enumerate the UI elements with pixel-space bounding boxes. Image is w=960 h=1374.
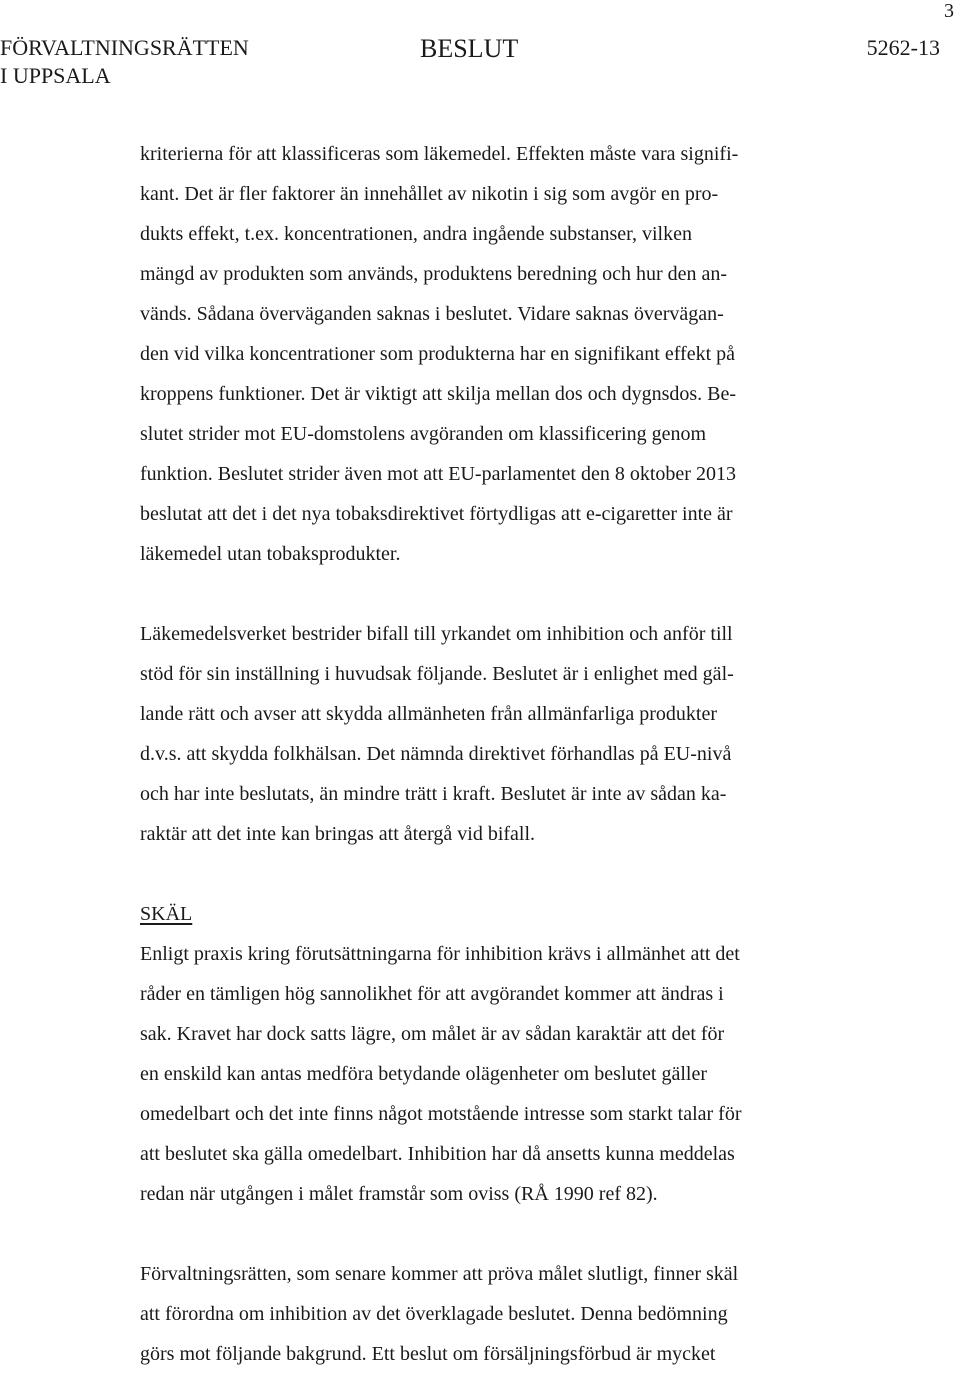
text-line: och har inte beslutats, än mindre trätt i kraft. Beslutet är inte av sådan ka- [140,783,727,805]
text-line: lande rätt och avser att skydda allmänheten från allmänfarliga produkter [140,703,717,725]
document-body [140,134,840,1374]
text-line: att beslutet ska gälla omedelbart. Inhibition har då ansetts kunna meddelas [140,1143,735,1165]
text-line: Förvaltningsrätten, som senare kommer att pröva målet slutligt, finner skäl [140,1263,739,1285]
text-line: att förordna om inhibition av det överklagade beslutet. Denna bedömning [140,1303,728,1325]
text-line: den vid vilka koncentrationer som produkterna har en signifikant effekt på [140,343,735,365]
paragraph-4 [140,1254,840,1374]
text-line: omedelbart och det inte finns något motstående intresse som starkt talar för [140,1103,742,1125]
text-line: stöd för sin inställning i huvudsak följande. Beslutet är i enlighet med gäl- [140,663,734,685]
court-name [0,34,249,90]
text-line: beslutat att det i det nya tobaksdirektivet förtydligas att e-cigaretter inte är [140,503,733,525]
paragraph-1 [140,134,840,574]
paragraph-2 [140,614,840,854]
court-name-line1: FÖRVALTNINGSRÄTTEN [0,35,249,60]
text-line: funktion. Beslutet strider även mot att EU-parlamentet den 8 oktober 2013 [140,463,736,485]
document-type: BESLUT [420,34,519,63]
paragraph-spacer [140,854,840,894]
paragraph-3 [140,934,840,1214]
section-heading: SKÄL [140,903,193,925]
text-line: d.v.s. att skydda folkhälsan. Det nämnda direktivet förhandlas på EU-nivå [140,743,732,765]
text-line: Läkemedelsverket bestrider bifall till yrkandet om inhibition och anför till [140,623,733,645]
text-line: en enskild kan antas medföra betydande olägenheter om beslutet gäller [140,1063,708,1085]
paragraph-spacer [140,574,840,614]
text-line: läkemedel utan tobaksprodukter. [140,543,401,565]
page-number: 3 [944,0,954,22]
text-line: mängd av produkten som används, produktens beredning och hur den an- [140,263,728,285]
text-line: kroppens funktioner. Det är viktigt att skilja mellan dos och dygnsdos. Be- [140,383,737,405]
document-header [0,32,960,92]
paragraph-spacer [140,1214,840,1254]
text-line: redan när utgången i målet framstår som oviss (RÅ 1990 ref 82). [140,1183,658,1205]
text-line: kriterierna för att klassificeras som läkemedel. Effekten måste vara signifi- [140,143,739,165]
text-line: raktär att det inte kan bringas att återgå vid bifall. [140,823,536,845]
text-line: råder en tämligen hög sannolikhet för att avgörandet kommer att ändras i [140,983,724,1005]
text-line: slutet strider mot EU-domstolens avgöranden om klassificering genom [140,423,706,445]
text-line: sak. Kravet har dock satts lägre, om målet är av sådan karaktär att det för [140,1023,725,1045]
court-name-line2: I UPPSALA [0,63,111,88]
case-number: 5262-13 [866,35,940,60]
text-line: vänds. Sådana överväganden saknas i beslutet. Vidare saknas övervägan- [140,303,724,325]
text-line: Enligt praxis kring förutsättningarna för inhibition krävs i allmänhet att det [140,943,740,965]
text-line: kant. Det är fler faktorer än innehållet av nikotin i sig som avgör en pro- [140,183,719,205]
text-line: dukts effekt, t.ex. koncentrationen, andra ingående substanser, vilken [140,223,692,245]
text-line: görs mot följande bakgrund. Ett beslut om försäljningsförbud är mycket [140,1343,716,1365]
